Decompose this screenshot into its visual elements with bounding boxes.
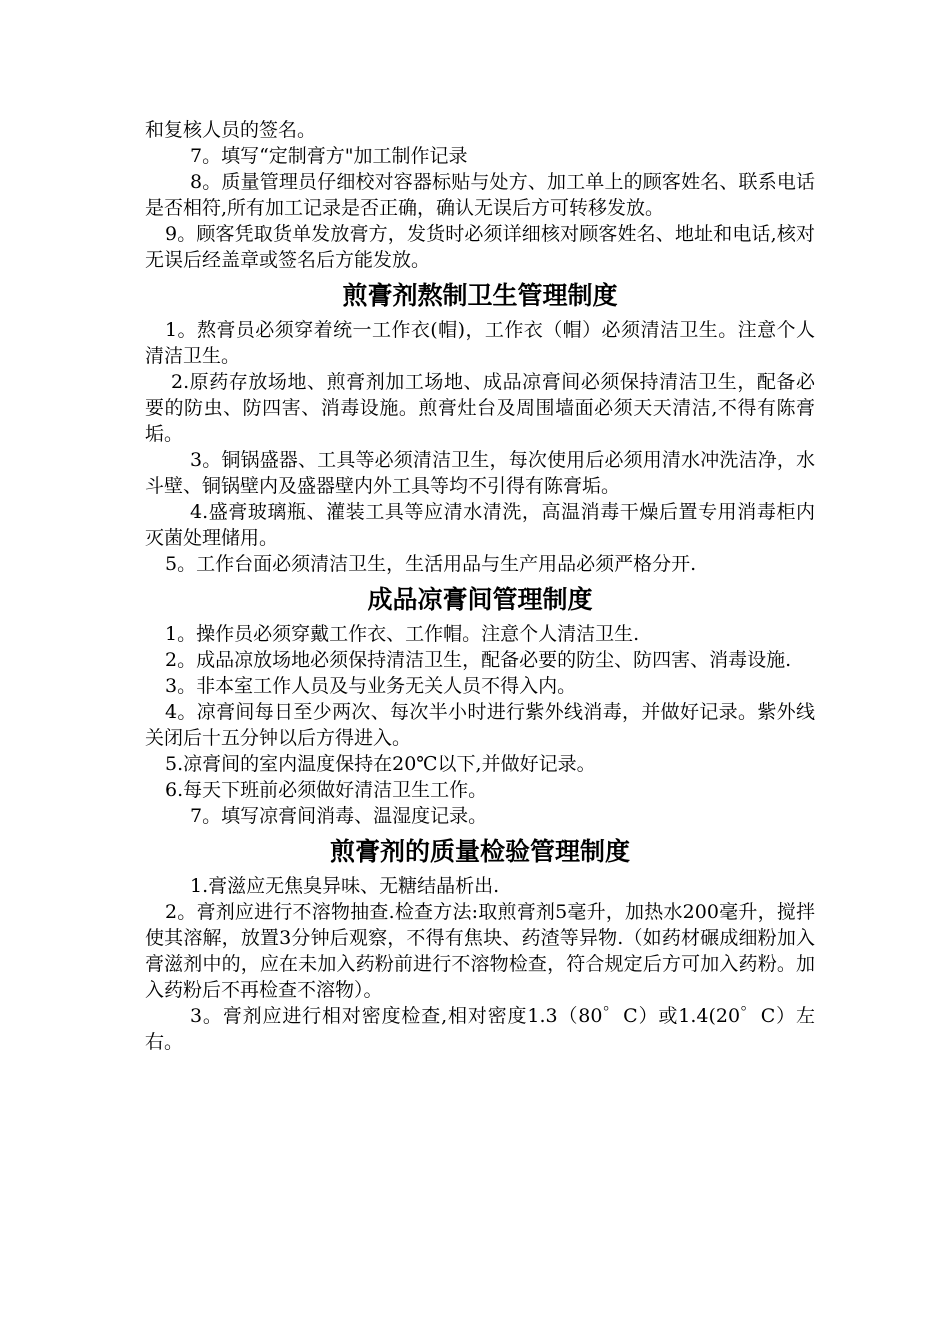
- paragraph: 4.盛膏玻璃瓶、灌装工具等应清水清洗，高温消毒干燥后置专用消毒柜内灭菌处理储用。: [145, 501, 815, 549]
- paragraph: 5。工作台面必须清洁卫生，生活用品与生产用品必须严格分开.: [165, 553, 697, 575]
- paragraph: 3。非本室工作人员及与业务无关人员不得入内。: [165, 675, 577, 697]
- paragraph: 9。顾客凭取货单发放膏方，发货时必须详细核对顾客姓名、地址和电话,核对无误后经盖章或签名后方能发放。: [145, 223, 815, 271]
- paragraph: 8。质量管理员仔细校对容器标贴与处方、加工单上的顾客姓名、联系电话是否相符,所有加工记录是否正确，确认无误后方可转移发放。: [145, 171, 815, 219]
- paragraph: 7。填写凉膏间消毒、温湿度记录。: [190, 805, 488, 827]
- paragraph: 2.原药存放场地、煎膏剂加工场地、成品凉膏间必须保持清洁卫生，配备必要的防虫、防四害、消毒设施。煎膏灶台及周围墙面必须天天清洁,不得有陈膏垢。: [145, 371, 815, 445]
- paragraph: 5.凉膏间的室内温度保持在20℃以下,并做好记录。: [165, 753, 596, 775]
- paragraph: 2。膏剂应进行不溶物抽查.检查方法:取煎膏剂5毫升，加热水200毫升，搅拌使其溶解，放置3分钟后观察，不得有焦块、药渣等异物.（如药材碾成细粉加入膏滋剂中的，应在未加入药粉前进行不溶物检查，符合规定后方可加入药粉。加入药粉后不再检查不溶物）。: [145, 901, 815, 1001]
- paragraph: 6.每天下班前必须做好清洁卫生工作。: [165, 779, 488, 801]
- paragraph: 4。凉膏间每日至少两次、每次半小时进行紫外线消毒，并做好记录。紫外线关闭后十五分钟以后方得进入。: [145, 701, 815, 749]
- paragraph: 1。熬膏员必须穿着统一工作衣(帽)，工作衣（帽）必须清洁卫生。注意个人清洁卫生。: [145, 319, 815, 367]
- section-title: 煎膏剂的质量检验管理制度: [329, 837, 630, 866]
- paragraph: 和复核人员的签名。: [145, 119, 317, 141]
- paragraph: 1。操作员必须穿戴工作衣、工作帽。注意个人清洁卫生.: [165, 623, 640, 645]
- paragraph: 1.膏滋应无焦臭异味、无糖结晶析出.: [190, 875, 500, 897]
- paragraph: 3。膏剂应进行相对密度检查,相对密度1.3（80゜C）或1.4(20゜C）左右。: [145, 1005, 815, 1053]
- paragraph: 3。铜锅盛器、工具等必须清洁卫生，每次使用后必须用清水冲洗洁净，水斗壁、铜锅壁内及盛器壁内外工具等均不引得有陈膏垢。: [145, 449, 815, 497]
- paragraph: 7。填写“定制膏方"加工制作记录: [190, 145, 468, 167]
- document-body: [145, 117, 815, 1055]
- section-title: 成品凉膏间管理制度: [367, 585, 593, 614]
- section-title: 煎膏剂熬制卫生管理制度: [342, 281, 618, 310]
- paragraph: 2。成品凉放场地必须保持清洁卫生，配备必要的防尘、防四害、消毒设施.: [165, 649, 792, 671]
